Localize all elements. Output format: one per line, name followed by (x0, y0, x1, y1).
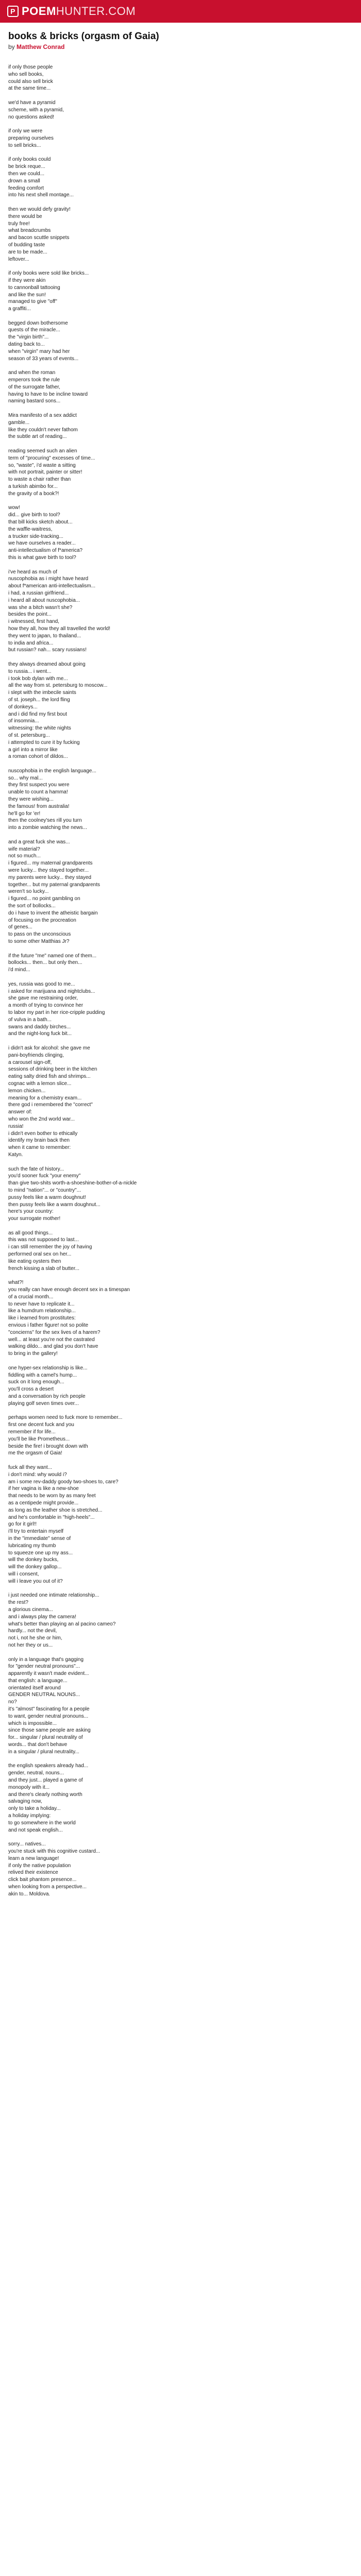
poem-stanza: i didn't ask for alcohol: she gave me pani-boyfriends clinging, a carousel sign-off, sessions of drinking beer in the kitchen eating salty dried fish and shrimps... cognac with a lemon slice... lemon chicken... meaning for a chemistry exam... there god i remembered the "correct" answer of: who won the 2nd world war... russia! i didn't even bother to ethically identify my brain back then when it came to remember: Katyn. (8, 1045, 97, 1158)
site-logo[interactable] (7, 5, 136, 18)
poem-body (8, 64, 353, 1898)
poem-content (0, 23, 361, 1898)
poem-stanza: nuscophobia in the english language... so... why mal... they first suspect you were unable to count a hamma! they were wishing... the famous! from australia! he'll go for 'er! then the coolney'ses rill you turn into a zombie watching the news... (8, 768, 96, 831)
poem-stanza: what?! you really can have enough decent sex in a timespan of a crucial month... to never have to replicate it... like a humdrum relationship... like i learned from prostitutes: envious i father figure! not so polite "concierns" for the sex lives of a harem? well... at least you're not the castrated walking dildo... and glad you don't have to bring in the gallery! (8, 1280, 130, 1357)
byline (8, 43, 353, 50)
poem-stanza: fuck all they want... i don't mind: why would i? am i some rev-daddy goody two-shoes to, care? if her vagina is like a new-shoe that needs to be worn by as many feet as a centipede might provide... as long as the leather shoe is stretched... and he's comfortable in "high-heels"... go for it girl!! i'll try to entertain myself in the "immediate" sense of lubricating my thumb to squeeze one up my ass... will the donkey bucks, will the donkey gallop... will i consent, will i leave you out of it? (8, 1464, 119, 1584)
poem-stanza: sorry... natives... you're stuck with this cognitive custard... learn a new language! if only the native population relived their existence click bait phantom presence... when looking from a perspective... akin to... Moldova. (8, 1841, 101, 1897)
poemhunter-logo-icon: P (7, 6, 19, 17)
poem-stanza: Mira manifesto of a sex addict gamble... like they couldn't never fathom the subtle art of reading... (8, 413, 78, 440)
poem-stanza: one hyper-sex relationship is like... fiddling with a camel's hump... suck on it long enough... you'll cross a desert and a conversation by rich people playing golf seven times over... (8, 1365, 88, 1406)
poem-stanza: then we would defy gravity! there would be truly free! what breadcrumbs and bacon scuttle snippets of budding taste are to be made... leftover... (8, 206, 71, 262)
poem-stanza: if only books were sold like bricks... if they were akin to cannonball tattooing and like the sun! managed to give "off" a graffiti... (8, 270, 89, 312)
brand-name-light: HUNTER.COM (56, 5, 136, 18)
poem-stanza: begged down bothersome quests of the miracle... the "virgin birth"... dating back to... when "virgin" mary had her season of 33 years of events... (8, 320, 79, 362)
brand-name-bold: POEM (22, 5, 56, 18)
poem-stanza: if only books could be brick reque... then we could... drown a small feeding comfort into his next shell montage... (8, 157, 74, 198)
poem-stanza: such the fate of history... you'd sooner fuck "your enemy" than give two-shits worth-a-shoeshine-bother-of-a-nickle to mind "nation"... or "country"... pussy feels like a warm doughnut! then pussy feels like a warm doughnut... here's your country: your surrogate mother! (8, 1166, 137, 1222)
poem-stanza: and when the roman emperors took the rule of the surrogate father, having to have to be incline toward naming bastard sons... (8, 370, 88, 404)
poem-stanza: only in a language that's gagging for "gender neutral pronouns"... apparently it wasn't made evident... that english: a language... orientated itself around GENDER NEUTRAL NOUNS... no? it's "almost" fascinating for a people to want, gender neutral pronouns... which is impossible... since those same people are asking for... singular / plural neutrality of words... that don't behave in a singular / plural neutrality... (8, 1656, 91, 1755)
poem-stanza: i've heard as much of nuscophobia as i might have heard about f*american anti-intellectualism... i had, a russian girlfriend... i heard all about nuscophobia... was she a bitch wasn't she? besides the point... i witnessed, first hand, how they all, how they all travelled the world! they went to japan, to thailand... to india and africa... but russian? nah... scary russians! (8, 569, 110, 653)
poem-stanza: if only we were preparing ourselves to sell bricks... (8, 128, 54, 148)
poem-stanza: and a great fuck she was... wife material? not so much... i figured... my maternal grandparents were lucky... they stayed together... my parents were lucky... they stayed together... but my paternal grandparents weren't so lucky... i figured... no point gambling on the sort of bollocks... do i have to invent the atheistic bargain of focusing on the procreation of genes... to pass on the unconscious to some other Matthias Jr? (8, 839, 100, 945)
poem-stanza: wow! did... give birth to tool? that bill kicks sketch about... the waffle-waitress, a trucker side-tracking... we have ourselves a reader... anti-intellectualism of f*america? this is what gave birth to tool? (8, 505, 83, 561)
poem-title: books & bricks (orgasm of Gaia) (8, 31, 159, 42)
poem-stanza: they always dreamed about going to russia... i went... i took bob dylan with me... all the way from st. petersburg to moscow... i slept with the imbecile saints of st. joseph... the lord fling of donkeys... and i did find my first bout of insomnia... witnessing: the white nights of st. petersburg... i attempted to cure it by fucking a girl into a mirror like a roman cohort of dildos... (8, 661, 108, 760)
poem-stanza: as all good things... this was not supposed to last... i can still remember the joy of having performed oral sex on her... like eating oysters then french kissing a slab of butter... (8, 1230, 92, 1272)
poem-stanza: i just needed one intimate relationship... the rest? a glorious cinema... and i always play the camera! what's better than playing an al pacino cameo? hardly... not the devil, not i, not he she or him, not her they or us... (8, 1592, 116, 1648)
poem-stanza: if the future "me" named one of them... bollocks... then... but only then... i'd mind... (8, 953, 97, 973)
poem-stanza: the english speakers already had... gender, neutral, nouns... and they just... played a game of monopoly with it... and there's clearly nothing worth salvaging now, only to take a holiday... a holiday implying: to go somewhere in the world and not speak english... (8, 1763, 89, 1833)
byline-prefix: by (8, 43, 15, 50)
poem-stanza: we'd have a pyramid scheme, with a pyramid, no questions asked! (8, 99, 64, 120)
poem-stanza: reading seemed such an alien term of "procuring" excesses of time... so, "waste", i'd waste a sitting with not portrait, painter or sitter! to waste a chair rather than a turkish abimbo for... the gravity of a book?! (8, 448, 95, 497)
poem-stanza: perhaps women need to fuck more to remember... first one decent fuck and you remember if for life... you'll be like Prometheus... beside the fire! i brought down with me the orgasm of Gaia! (8, 1415, 123, 1456)
poem-stanza: yes, russia was good to me... i asked for marijuana and nightclubs... she gave me restraining order, a month of trying to convince her to labor my part in her rice-cripple pudding of vulva in a bath... swans and daddy birches... and the night-long fuck bit... (8, 981, 105, 1037)
top-bar (0, 0, 361, 23)
author-link[interactable]: Matthew Conrad (17, 43, 65, 50)
poem-stanza: if only those people who sell books, could also sell brick at the same time... (8, 64, 53, 92)
